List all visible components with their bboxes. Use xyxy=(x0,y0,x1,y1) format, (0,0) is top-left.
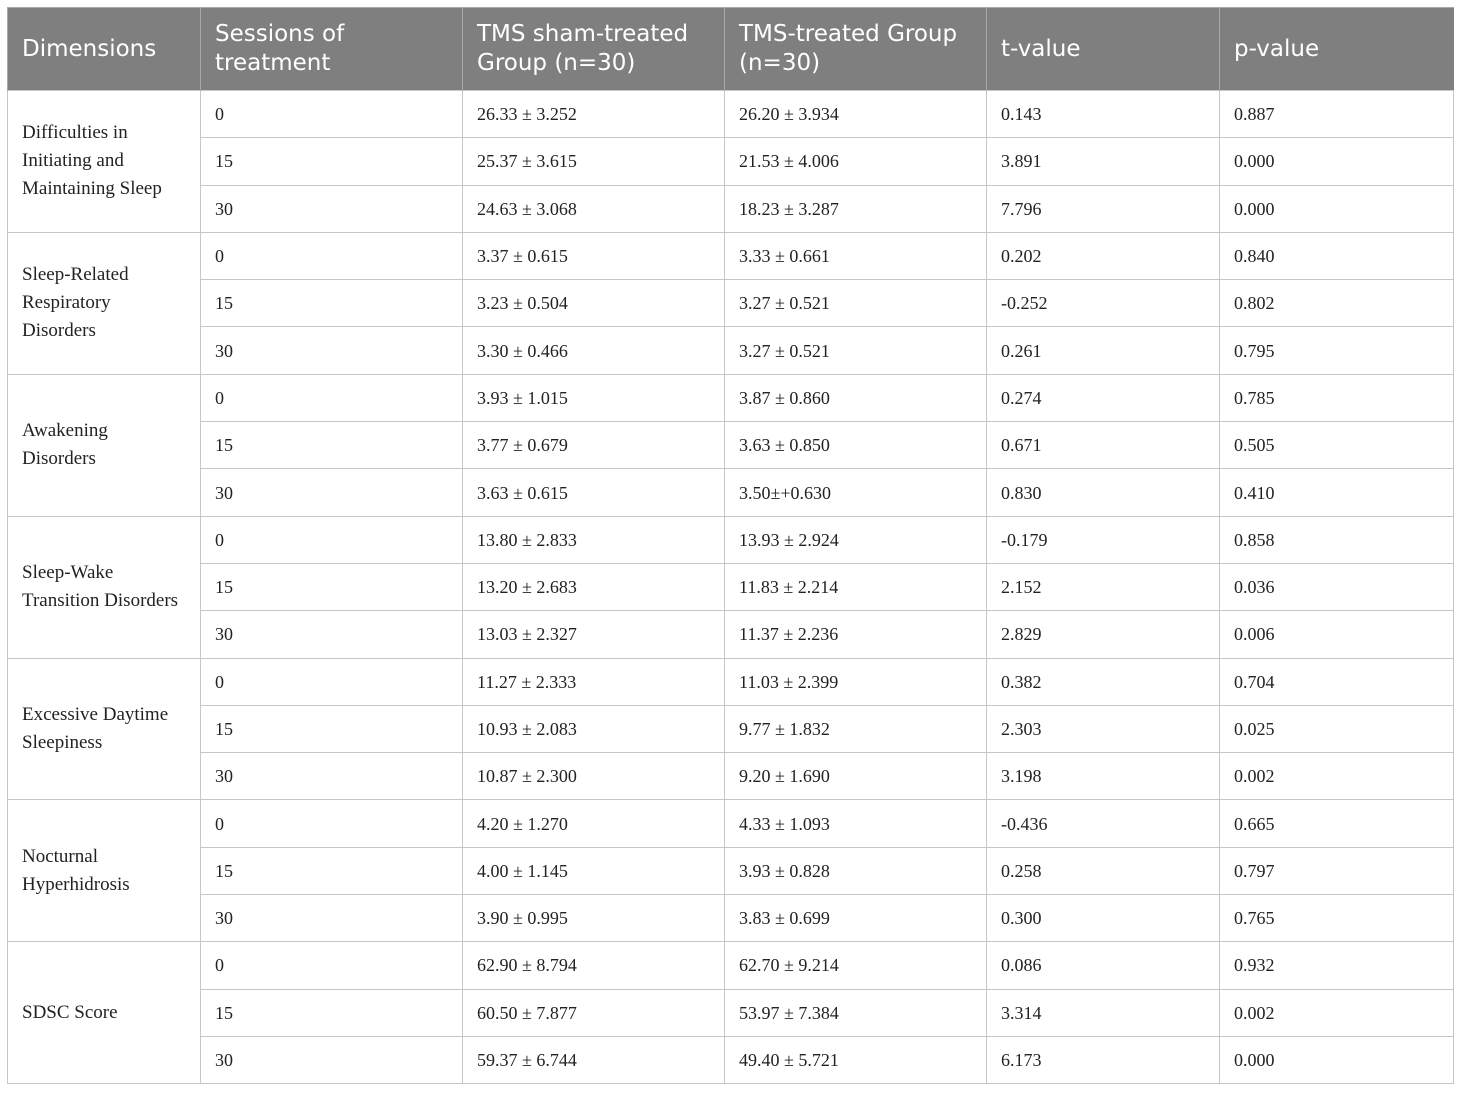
table-row xyxy=(8,895,1454,942)
table-row xyxy=(8,232,1454,279)
dimension-cell: Difficulties in Initiating and Maintaining Sleep xyxy=(8,91,201,233)
table-row xyxy=(8,374,1454,421)
treated-value-cell: 3.87 ± 0.860 xyxy=(725,374,987,421)
treated-value-cell: 53.97 ± 7.384 xyxy=(725,989,987,1036)
sham-value-cell: 3.37 ± 0.615 xyxy=(463,232,725,279)
sham-value-cell: 62.90 ± 8.794 xyxy=(463,942,725,989)
table-row xyxy=(8,989,1454,1036)
p-value-cell: 0.000 xyxy=(1220,1036,1454,1083)
table-row xyxy=(8,800,1454,847)
session-cell: 15 xyxy=(201,563,463,610)
p-value-cell: 0.932 xyxy=(1220,942,1454,989)
treated-value-cell: 3.27 ± 0.521 xyxy=(725,280,987,327)
t-value-cell: 0.382 xyxy=(987,658,1220,705)
t-value-cell: -0.436 xyxy=(987,800,1220,847)
sham-value-cell: 3.63 ± 0.615 xyxy=(463,469,725,516)
t-value-cell: 3.314 xyxy=(987,989,1220,1036)
table-row xyxy=(8,469,1454,516)
treated-value-cell: 9.20 ± 1.690 xyxy=(725,753,987,800)
treated-value-cell: 11.83 ± 2.214 xyxy=(725,563,987,610)
session-cell: 30 xyxy=(201,469,463,516)
p-value-cell: 0.006 xyxy=(1220,611,1454,658)
session-cell: 0 xyxy=(201,91,463,138)
results-table xyxy=(7,7,1454,1084)
table-row xyxy=(8,942,1454,989)
table-header xyxy=(8,8,1454,91)
sham-value-cell: 11.27 ± 2.333 xyxy=(463,658,725,705)
t-value-cell: 0.143 xyxy=(987,91,1220,138)
t-value-cell: 0.830 xyxy=(987,469,1220,516)
sham-value-cell: 10.87 ± 2.300 xyxy=(463,753,725,800)
sham-value-cell: 3.93 ± 1.015 xyxy=(463,374,725,421)
p-value-cell: 0.410 xyxy=(1220,469,1454,516)
treated-value-cell: 3.33 ± 0.661 xyxy=(725,232,987,279)
treated-value-cell: 26.20 ± 3.934 xyxy=(725,91,987,138)
treated-value-cell: 3.50±+0.630 xyxy=(725,469,987,516)
session-cell: 30 xyxy=(201,185,463,232)
p-value-cell: 0.840 xyxy=(1220,232,1454,279)
header-sessions: Sessions of treatment xyxy=(201,8,463,91)
p-value-cell: 0.000 xyxy=(1220,138,1454,185)
t-value-cell: -0.252 xyxy=(987,280,1220,327)
table-row xyxy=(8,327,1454,374)
table-row xyxy=(8,185,1454,232)
header-t-value: t-value xyxy=(987,8,1220,91)
p-value-cell: 0.665 xyxy=(1220,800,1454,847)
treated-value-cell: 3.27 ± 0.521 xyxy=(725,327,987,374)
session-cell: 30 xyxy=(201,1036,463,1083)
t-value-cell: 3.891 xyxy=(987,138,1220,185)
treated-value-cell: 4.33 ± 1.093 xyxy=(725,800,987,847)
p-value-cell: 0.002 xyxy=(1220,753,1454,800)
dimension-cell: Sleep-Related Respiratory Disorders xyxy=(8,232,201,374)
sham-value-cell: 3.77 ± 0.679 xyxy=(463,422,725,469)
sham-value-cell: 13.80 ± 2.833 xyxy=(463,516,725,563)
t-value-cell: 0.261 xyxy=(987,327,1220,374)
treated-value-cell: 11.37 ± 2.236 xyxy=(725,611,987,658)
t-value-cell: 0.274 xyxy=(987,374,1220,421)
session-cell: 30 xyxy=(201,611,463,658)
t-value-cell: 0.671 xyxy=(987,422,1220,469)
treated-value-cell: 3.83 ± 0.699 xyxy=(725,895,987,942)
p-value-cell: 0.002 xyxy=(1220,989,1454,1036)
sham-value-cell: 10.93 ± 2.083 xyxy=(463,705,725,752)
session-cell: 30 xyxy=(201,327,463,374)
header-p-value: p-value xyxy=(1220,8,1454,91)
session-cell: 0 xyxy=(201,658,463,705)
treated-value-cell: 62.70 ± 9.214 xyxy=(725,942,987,989)
p-value-cell: 0.025 xyxy=(1220,705,1454,752)
treated-value-cell: 3.63 ± 0.850 xyxy=(725,422,987,469)
treated-value-cell: 9.77 ± 1.832 xyxy=(725,705,987,752)
header-row xyxy=(8,8,1454,91)
session-cell: 0 xyxy=(201,516,463,563)
table-row xyxy=(8,753,1454,800)
session-cell: 0 xyxy=(201,942,463,989)
p-value-cell: 0.858 xyxy=(1220,516,1454,563)
t-value-cell: 2.303 xyxy=(987,705,1220,752)
session-cell: 0 xyxy=(201,800,463,847)
sham-value-cell: 13.20 ± 2.683 xyxy=(463,563,725,610)
t-value-cell: -0.179 xyxy=(987,516,1220,563)
sham-value-cell: 59.37 ± 6.744 xyxy=(463,1036,725,1083)
dimension-cell: Sleep-Wake Transition Disorders xyxy=(8,516,201,658)
p-value-cell: 0.765 xyxy=(1220,895,1454,942)
dimension-cell: Excessive Daytime Sleepiness xyxy=(8,658,201,800)
table-row xyxy=(8,847,1454,894)
treated-value-cell: 49.40 ± 5.721 xyxy=(725,1036,987,1083)
table-row xyxy=(8,280,1454,327)
t-value-cell: 0.086 xyxy=(987,942,1220,989)
sham-value-cell: 13.03 ± 2.327 xyxy=(463,611,725,658)
session-cell: 0 xyxy=(201,232,463,279)
table-row xyxy=(8,1036,1454,1083)
sham-value-cell: 4.00 ± 1.145 xyxy=(463,847,725,894)
t-value-cell: 0.202 xyxy=(987,232,1220,279)
header-dimensions: Dimensions xyxy=(8,8,201,91)
session-cell: 15 xyxy=(201,847,463,894)
p-value-cell: 0.036 xyxy=(1220,563,1454,610)
t-value-cell: 2.829 xyxy=(987,611,1220,658)
p-value-cell: 0.802 xyxy=(1220,280,1454,327)
treated-value-cell: 11.03 ± 2.399 xyxy=(725,658,987,705)
p-value-cell: 0.887 xyxy=(1220,91,1454,138)
sham-value-cell: 24.63 ± 3.068 xyxy=(463,185,725,232)
sham-value-cell: 3.90 ± 0.995 xyxy=(463,895,725,942)
table-row xyxy=(8,705,1454,752)
t-value-cell: 3.198 xyxy=(987,753,1220,800)
p-value-cell: 0.505 xyxy=(1220,422,1454,469)
dimension-cell: Nocturnal Hyperhidrosis xyxy=(8,800,201,942)
t-value-cell: 0.300 xyxy=(987,895,1220,942)
table-row xyxy=(8,138,1454,185)
sham-value-cell: 3.23 ± 0.504 xyxy=(463,280,725,327)
header-sham-group: TMS sham-treated Group (n=30) xyxy=(463,8,725,91)
t-value-cell: 6.173 xyxy=(987,1036,1220,1083)
p-value-cell: 0.795 xyxy=(1220,327,1454,374)
sham-value-cell: 60.50 ± 7.877 xyxy=(463,989,725,1036)
table-body xyxy=(8,91,1454,1084)
table-row xyxy=(8,658,1454,705)
session-cell: 15 xyxy=(201,422,463,469)
t-value-cell: 7.796 xyxy=(987,185,1220,232)
session-cell: 30 xyxy=(201,753,463,800)
treated-value-cell: 18.23 ± 3.287 xyxy=(725,185,987,232)
p-value-cell: 0.704 xyxy=(1220,658,1454,705)
table-row xyxy=(8,422,1454,469)
dimension-cell: SDSC Score xyxy=(8,942,201,1084)
session-cell: 15 xyxy=(201,705,463,752)
table-row xyxy=(8,611,1454,658)
session-cell: 0 xyxy=(201,374,463,421)
session-cell: 30 xyxy=(201,895,463,942)
sham-value-cell: 4.20 ± 1.270 xyxy=(463,800,725,847)
header-treated-group: TMS-treated Group (n=30) xyxy=(725,8,987,91)
session-cell: 15 xyxy=(201,280,463,327)
session-cell: 15 xyxy=(201,989,463,1036)
table-row xyxy=(8,91,1454,138)
results-table-container xyxy=(7,7,1453,1084)
sham-value-cell: 26.33 ± 3.252 xyxy=(463,91,725,138)
session-cell: 15 xyxy=(201,138,463,185)
p-value-cell: 0.785 xyxy=(1220,374,1454,421)
treated-value-cell: 13.93 ± 2.924 xyxy=(725,516,987,563)
treated-value-cell: 3.93 ± 0.828 xyxy=(725,847,987,894)
table-row xyxy=(8,563,1454,610)
p-value-cell: 0.797 xyxy=(1220,847,1454,894)
dimension-cell: Awakening Disorders xyxy=(8,374,201,516)
p-value-cell: 0.000 xyxy=(1220,185,1454,232)
t-value-cell: 2.152 xyxy=(987,563,1220,610)
t-value-cell: 0.258 xyxy=(987,847,1220,894)
sham-value-cell: 25.37 ± 3.615 xyxy=(463,138,725,185)
sham-value-cell: 3.30 ± 0.466 xyxy=(463,327,725,374)
treated-value-cell: 21.53 ± 4.006 xyxy=(725,138,987,185)
table-row xyxy=(8,516,1454,563)
